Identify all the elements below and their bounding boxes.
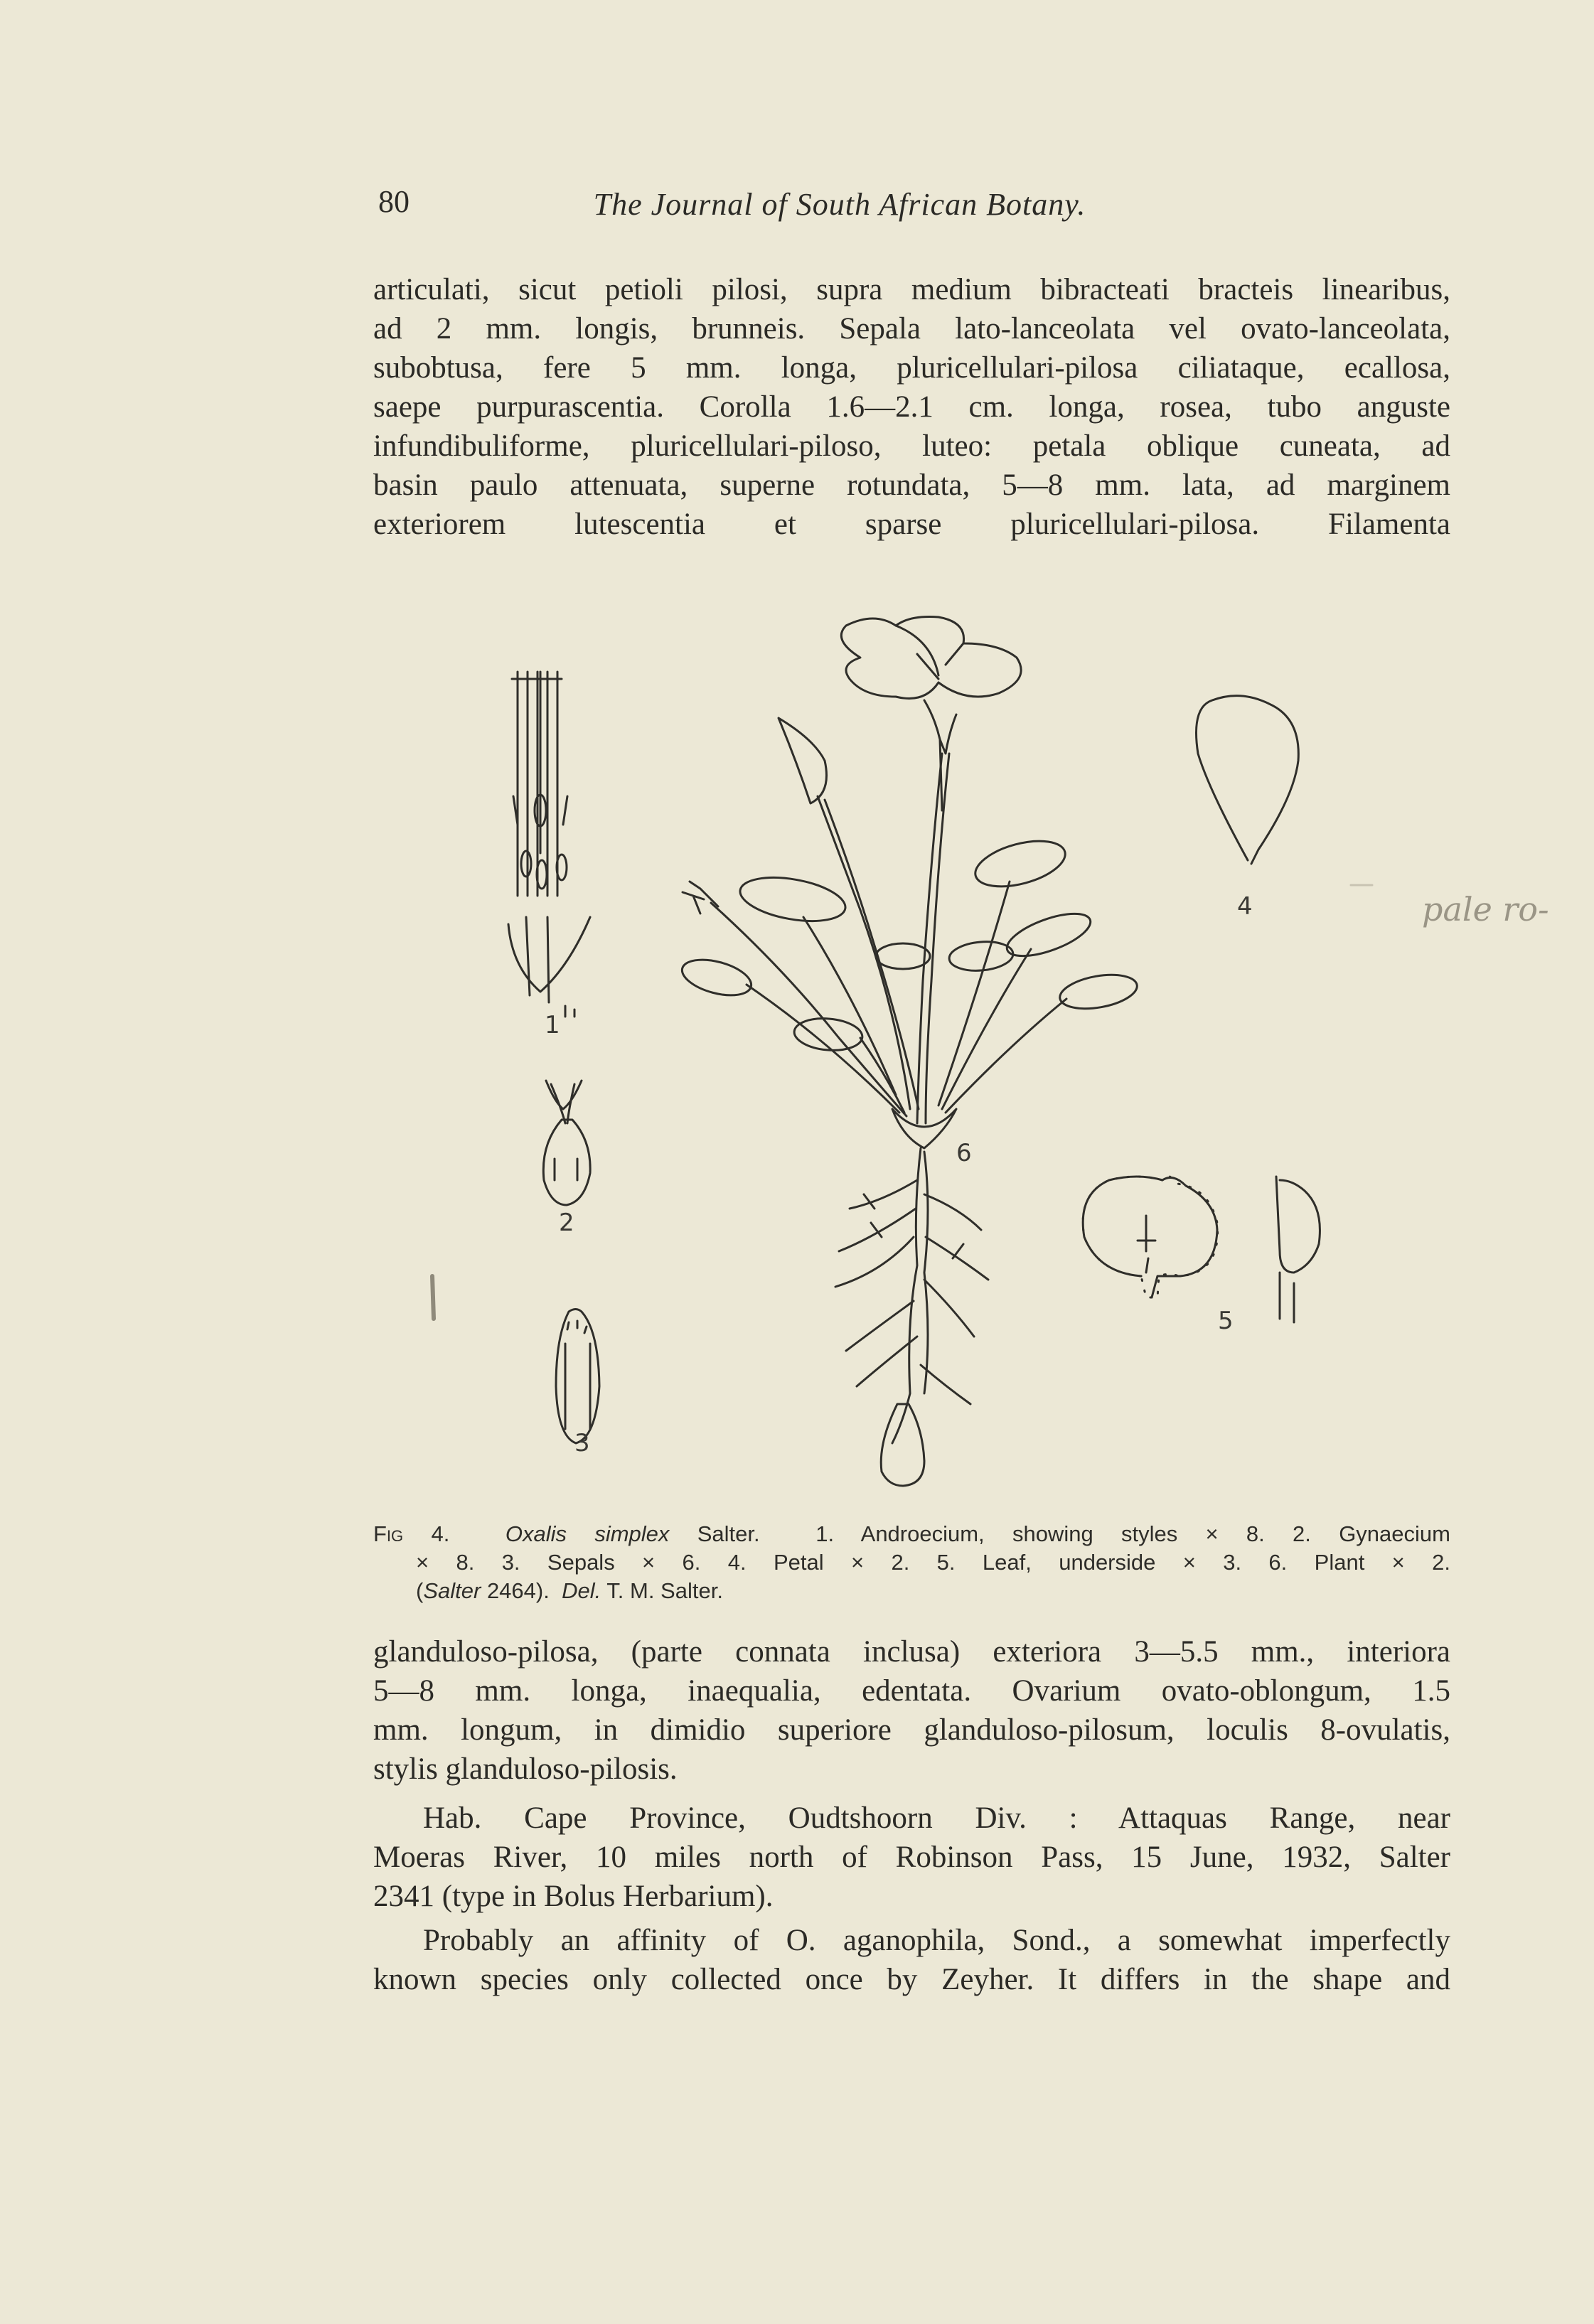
- margin-annotation: pale ro-: [1422, 890, 1549, 928]
- text-line: glanduloso-pilosa, (parte connata inclusa) exteriora 3—5.5 mm., interiora: [373, 1635, 1450, 1669]
- figure-label-1: 1: [545, 1011, 560, 1039]
- caption-fig-number: 4.: [431, 1521, 450, 1546]
- caption-number: 2464).: [486, 1578, 550, 1603]
- figure-label-5: 5: [1218, 1307, 1234, 1335]
- petal-drawing: [1197, 696, 1299, 864]
- figure-label-2: 2: [559, 1209, 574, 1237]
- caption-species: Oxalis simplex: [505, 1521, 670, 1546]
- caption-line: (Salter 2464). Del. T. M. Salter.: [416, 1578, 723, 1603]
- caption-line1-rest: 1. Androecium, showing styles × 8. 2. Gynaecium: [815, 1521, 1450, 1546]
- text-line: mm. longum, in dimidio superiore glanduloso-pilosum, loculis 8-ovulatis,: [373, 1713, 1450, 1747]
- plant-drawing: [678, 617, 1140, 1487]
- paragraph-bottom: [373, 1632, 1450, 1789]
- text-line: ad 2 mm. longis, brunneis. Sepala lato-lanceolata vel ovato-lanceolata,: [373, 312, 1450, 346]
- text-line: subobtusa, fere 5 mm. longa, pluricellulari-pilosa ciliataque, ecallosa,: [373, 351, 1450, 385]
- paragraph-habitat: [373, 1799, 1450, 1916]
- text-line: Hab. Cape Province, Oudtshoorn Div. : Attaquas Range, near: [423, 1801, 1450, 1835]
- text-line: infundibuliforme, pluricellulari-piloso, luteo: petala oblique cuneata, ad: [373, 429, 1450, 463]
- caption-del-label: Del.: [562, 1578, 601, 1603]
- sepal-drawing: [556, 1310, 599, 1444]
- caption-fig-label: Fig: [373, 1521, 404, 1546]
- journal-title: The Journal of South African Botany.: [593, 187, 1086, 222]
- caption-line: [373, 1520, 1450, 1548]
- text-line: saepe purpurascentia. Corolla 1.6—2.1 cm. longa, rosea, tubo anguste: [373, 390, 1450, 424]
- text-line: Moeras River, 10 miles north of Robinson Pass, 15 June, 1932, Salter: [373, 1841, 1450, 1874]
- leaf-drawing: [1083, 1176, 1320, 1322]
- figure-label-3: 3: [574, 1429, 590, 1457]
- page-number: 80: [378, 184, 410, 219]
- caption-line: × 8. 3. Sepals × 6. 4. Petal × 2. 5. Leaf, underside × 3. 6. Plant × 2.: [416, 1550, 1450, 1575]
- caption-author: Salter.: [697, 1521, 760, 1546]
- text-line: articulati, sicut petioli pilosi, supra medium bibracteati bracteis linearibus,: [373, 273, 1450, 306]
- caption-collector: Salter: [423, 1578, 481, 1603]
- text-line: Probably an affinity of O. aganophila, Sond., a somewhat imperfectly: [423, 1924, 1450, 1957]
- text-line: 5—8 mm. longa, inaequalia, edentata. Ovarium ovato-oblongum, 1.5: [373, 1674, 1450, 1708]
- figure-label-4: 4: [1237, 892, 1253, 921]
- androecium-drawing: [508, 672, 590, 1017]
- caption-del-name: T. M. Salter.: [606, 1578, 723, 1603]
- text-line: stylis glanduloso-pilosis.: [373, 1752, 678, 1786]
- paragraph-affinity: [373, 1921, 1450, 1999]
- text-line: 2341 (type in Bolus Herbarium).: [373, 1880, 774, 1913]
- figure-caption: [373, 1520, 1450, 1605]
- text-line: known species only collected once by Zeyher. It differs in the shape and: [373, 1963, 1450, 1996]
- figure-label-6: 6: [956, 1139, 972, 1167]
- gynaecium-drawing: [543, 1081, 590, 1205]
- text-line: basin paulo attenuata, superne rotundata, 5—8 mm. lata, ad marginem: [373, 468, 1450, 502]
- text-line: exteriorem lutescentia et sparse pluricellulari-pilosa. Filamenta: [373, 508, 1450, 541]
